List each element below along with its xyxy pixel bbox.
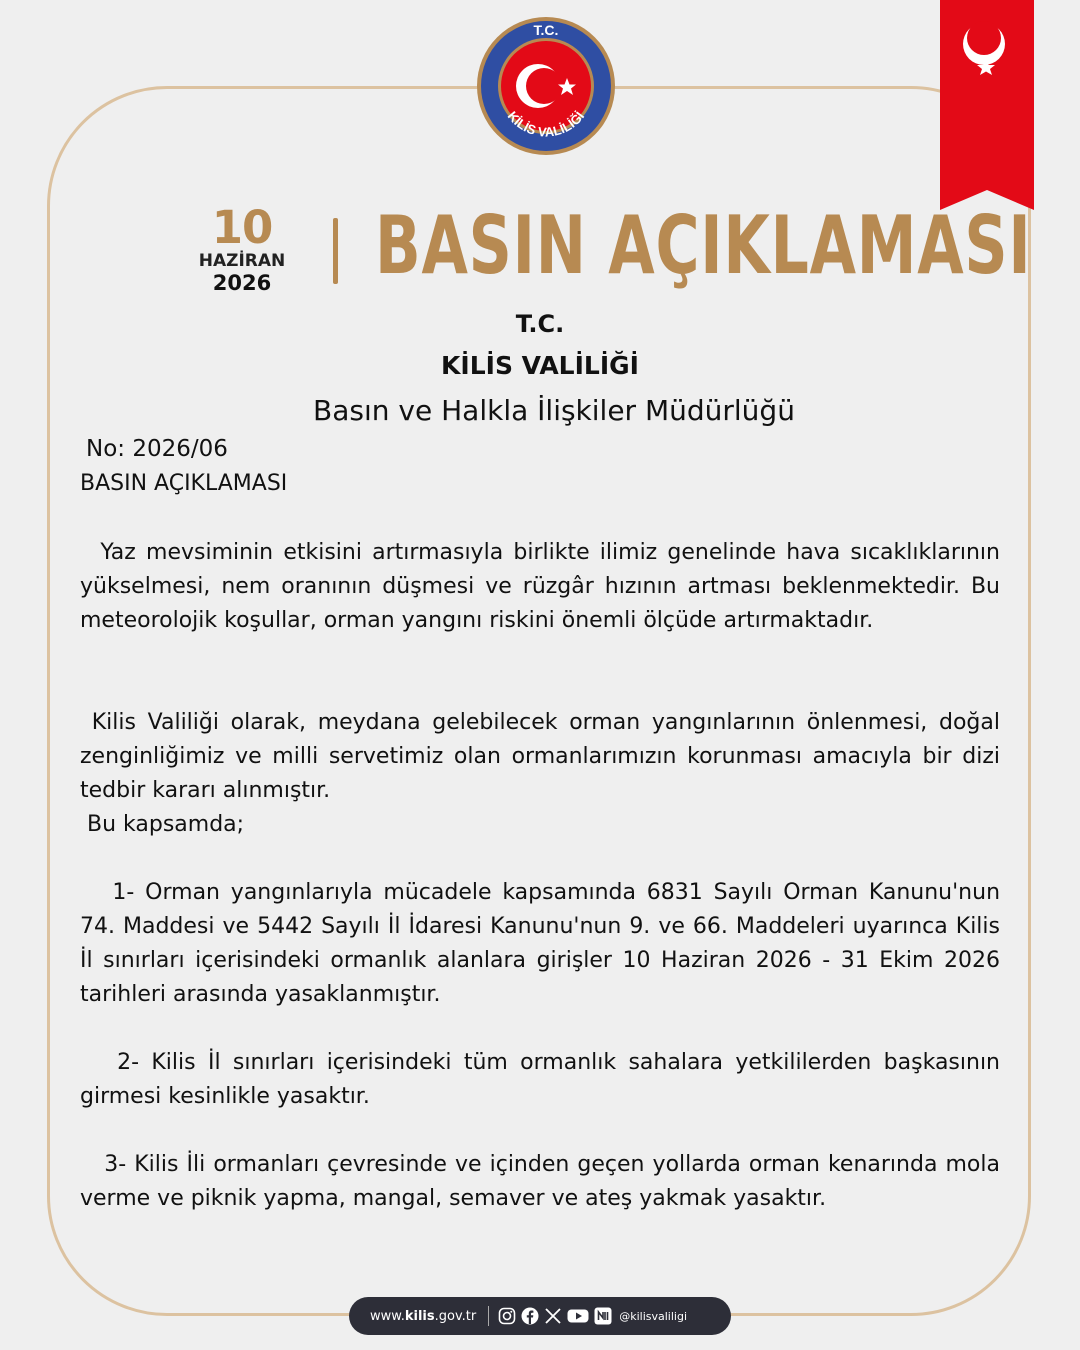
seal-bottom-text: KİLİS VALİLİĞİ — [504, 108, 588, 140]
date-year: 2026 — [212, 271, 272, 295]
document-number: No: 2026/06 — [86, 436, 228, 462]
paragraph-intro: Yaz mevsiminin etkisini artırmasıyla birlikte ilimiz genelinde hava sıcaklıklarının yükselmesi, nem oranının düşmesi ve rüzgâr hızının artması beklenmektedir. Bu meteorolojik koşullar, orman yangını riskini önemli ölçüde artırmaktadır. — [80, 540, 1007, 633]
paragraph-measures: Kilis Valiliği olarak, meydana gelebilecek orman yangınlarının önlenmesi, doğal zenginliğimiz ve milli servetimiz olan ormanlarımızın korunması amacıyla bir dizi tedbir kararı alınmıştır. — [80, 710, 1007, 803]
page-title: BASIN AÇIKLAMASI — [375, 199, 1032, 292]
title-separator — [333, 218, 338, 284]
youtube-icon[interactable] — [567, 1307, 589, 1325]
x-icon[interactable] — [544, 1307, 562, 1325]
footer-bar — [349, 1297, 731, 1335]
list-item-2: 2- Kilis İl sınırları içerisindeki tüm ormanlık sahalara yetkililerden başkasının girmesi kesinlikle yasaktır. — [80, 1050, 1007, 1109]
header-tc: T.C. — [515, 310, 565, 338]
facebook-icon[interactable] — [521, 1307, 539, 1325]
turkish-flag-ribbon — [940, 0, 1034, 210]
document-label: BASIN AÇIKLAMASI — [80, 471, 288, 496]
kilis-valiligi-seal-logo — [475, 15, 617, 157]
seal-top-text: T.C. — [533, 22, 559, 38]
date-day: 10 — [211, 201, 273, 254]
nsosyal-icon[interactable] — [594, 1307, 612, 1325]
date-block — [192, 201, 292, 295]
website-link[interactable]: www.kilis.gov.tr — [370, 1308, 477, 1324]
header-department: Basın ve Halkla İlişkiler Müdürlüğü — [313, 394, 795, 427]
list-item-1: 1- Orman yangınlarıyla mücadele kapsamında 6831 Sayılı Orman Kanunu'nun 74. Maddesi ve 5442 Sayılı İl İdaresi Kanunu'nun 9. ve 66. Maddeleri uyarınca Kilis İl sınırları içerisindeki ormanlık alanlara girişler 10 Haziran 2026 - 31 Ekim 2026 tarihleri arasında yasaklanmıştır. — [80, 880, 1008, 1007]
list-item-3: 3- Kilis İli ormanları çevresinde ve içinden geçen yollarda orman kenarında mola verme ve piknik yapma, mangal, semaver ve ateş yakmak yasaktır. — [80, 1152, 1007, 1211]
social-handle[interactable]: @kilisvaliligi — [619, 1309, 688, 1323]
instagram-icon[interactable] — [498, 1307, 516, 1325]
footer-divider — [488, 1306, 489, 1326]
paragraph-scope: Bu kapsamda; — [80, 812, 245, 837]
header-kilis-valiligi: KİLİS VALİLİĞİ — [441, 351, 639, 380]
date-month: HAZİRAN — [198, 251, 286, 271]
